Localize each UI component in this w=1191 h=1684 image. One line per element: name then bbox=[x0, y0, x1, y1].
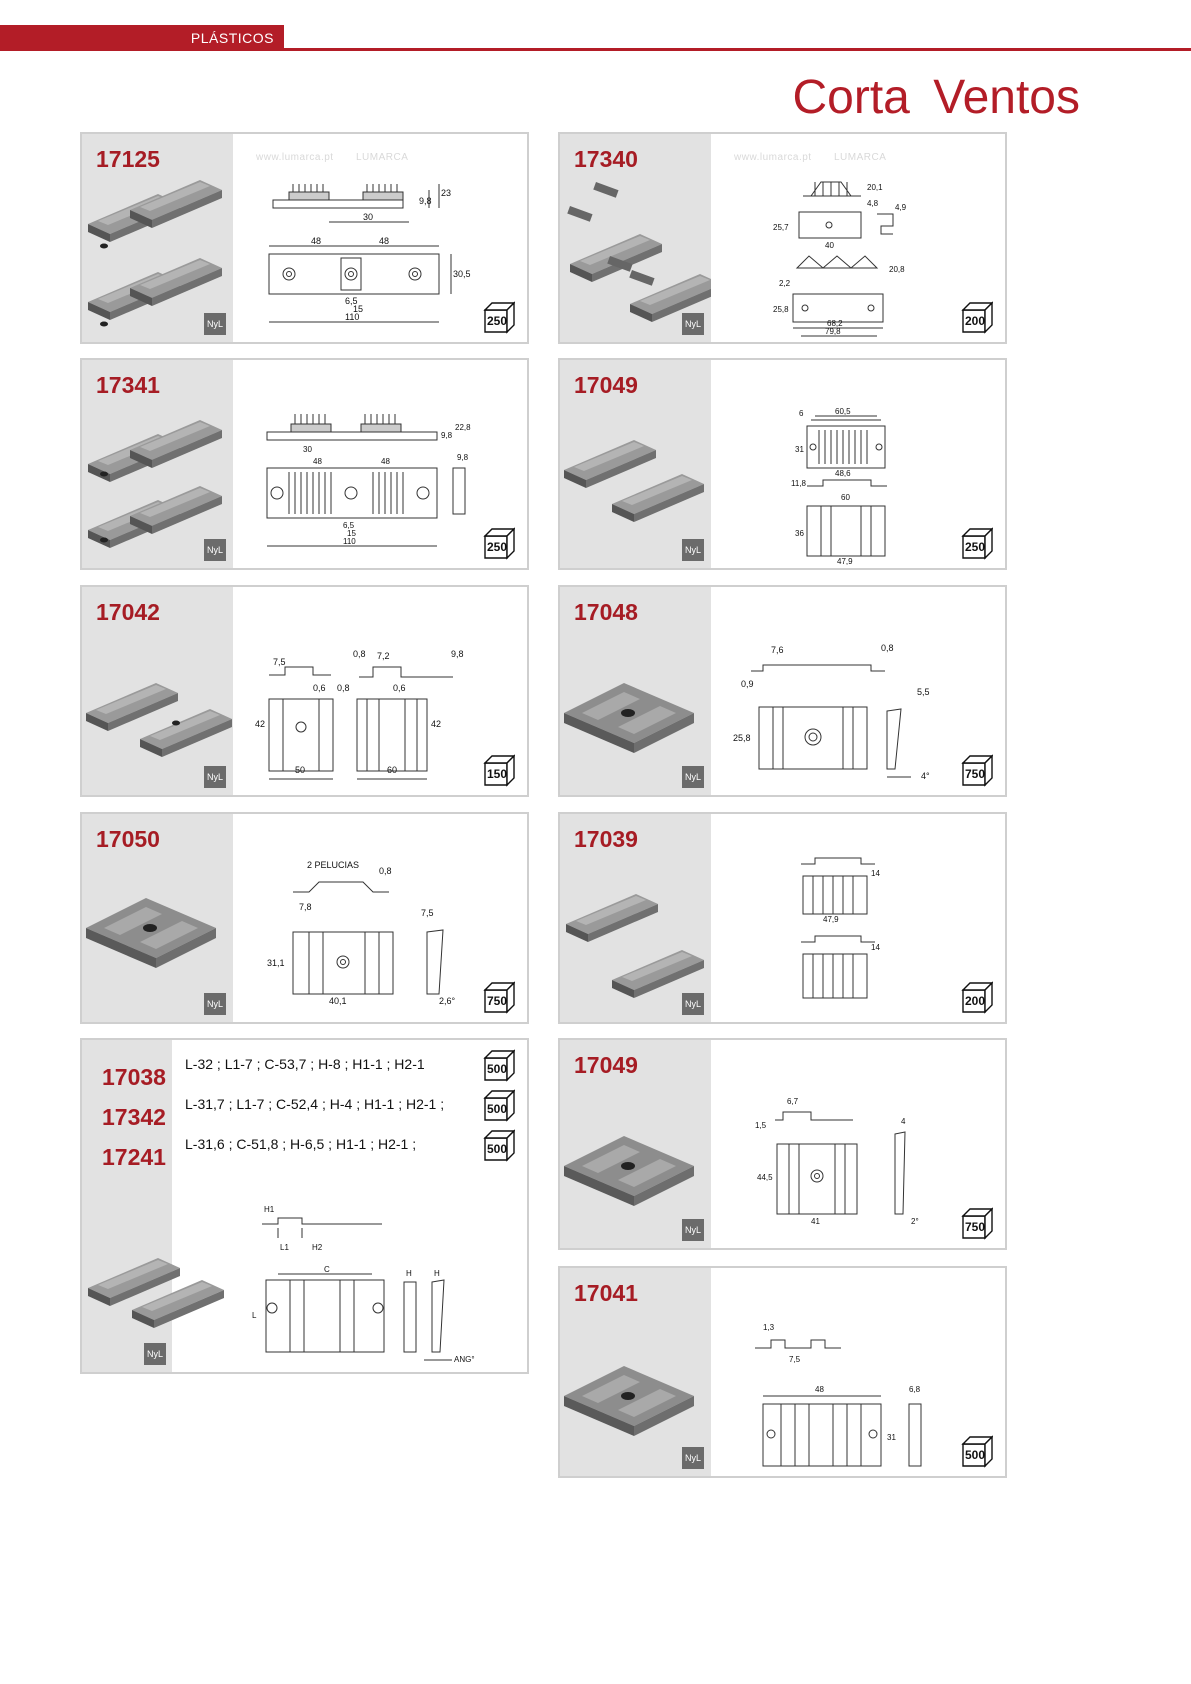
dimension-label: 44,5 bbox=[757, 1173, 773, 1182]
dimension-label: 42 bbox=[255, 719, 266, 729]
dimension-label: 25,8 bbox=[773, 305, 789, 314]
material-badge: NyL bbox=[204, 539, 226, 561]
dimension-label: 48 bbox=[313, 457, 322, 466]
quantity-value: 200 bbox=[964, 994, 986, 1008]
product-card-17340[interactable] bbox=[558, 132, 1007, 344]
dimension-label: 48 bbox=[379, 236, 390, 246]
dimension-label: 0,8 bbox=[379, 866, 392, 876]
product-card-17049-b[interactable] bbox=[558, 1038, 1007, 1250]
spec-text: L-31,7 ; L1-7 ; C-52,4 ; H-4 ; H1-1 ; H2-1 ; bbox=[185, 1096, 445, 1112]
dimension-label: 60,5 bbox=[835, 407, 851, 416]
quantity-value: 500 bbox=[964, 1448, 986, 1462]
material-badge: NyL bbox=[144, 1343, 166, 1365]
spec-text: L-31,6 ; C-51,8 ; H-6,5 ; H1-1 ; H2-1 ; bbox=[185, 1136, 417, 1152]
dimension-label: C bbox=[324, 1265, 330, 1274]
dimension-label: 0,6 bbox=[313, 683, 326, 693]
dimension-label: 9,8 bbox=[441, 431, 453, 440]
dimension-label: 48 bbox=[311, 236, 322, 246]
dimension-label: 31 bbox=[795, 445, 804, 454]
product-card-17041[interactable] bbox=[558, 1266, 1007, 1478]
material-badge: NyL bbox=[682, 313, 704, 335]
quantity-badge bbox=[961, 300, 993, 334]
product-code: 17050 bbox=[96, 826, 160, 852]
dimension-label: 30,5 bbox=[453, 269, 471, 279]
dimension-label: 110 bbox=[345, 312, 360, 322]
dimension-label: 15 bbox=[347, 529, 356, 538]
dimension-label: 9,8 bbox=[457, 453, 469, 462]
dimension-label: 4,9 bbox=[895, 203, 907, 212]
quantity-value: 750 bbox=[964, 1220, 986, 1234]
quantity-value: 750 bbox=[964, 767, 986, 781]
material-badge: NyL bbox=[682, 1219, 704, 1241]
dimension-label: H bbox=[406, 1269, 412, 1278]
section-label: PLÁSTICOS bbox=[190, 30, 274, 46]
dimension-label: 2,6° bbox=[439, 996, 456, 1006]
dimension-label: 6,5 bbox=[345, 296, 358, 306]
dimension-label: 2,2 bbox=[779, 279, 791, 288]
dimension-label: 68,2 bbox=[827, 319, 843, 328]
quantity-value: 250 bbox=[486, 314, 508, 328]
dimension-label: 9,8 bbox=[419, 196, 432, 206]
quantity-badge bbox=[961, 1206, 993, 1240]
product-code: 17342 bbox=[102, 1104, 166, 1130]
material-badge: NyL bbox=[682, 993, 704, 1015]
dimension-label: 0,6 bbox=[393, 683, 406, 693]
dimension-label: L1 bbox=[280, 1243, 289, 1252]
dimension-label: 48 bbox=[815, 1385, 824, 1394]
spec-text: L-32 ; L1-7 ; C-53,7 ; H-8 ; H1-1 ; H2-1 bbox=[185, 1056, 425, 1072]
dimension-label: 15 bbox=[353, 304, 364, 314]
dimension-label: 6,5 bbox=[343, 521, 355, 530]
dimension-label: H bbox=[434, 1269, 440, 1278]
product-code: 17039 bbox=[574, 826, 638, 852]
dimension-label: 1,5 bbox=[755, 1121, 767, 1130]
header-rule bbox=[284, 48, 1191, 51]
dimension-label: H2 bbox=[312, 1243, 323, 1252]
dimension-label: 6,7 bbox=[787, 1097, 799, 1106]
dimension-label: 31 bbox=[887, 1433, 896, 1442]
dimension-label: 2 PELUCIAS bbox=[307, 860, 360, 870]
quantity-badge bbox=[483, 980, 515, 1014]
dimension-label: 41 bbox=[811, 1217, 820, 1226]
product-code: 17049 bbox=[574, 372, 638, 398]
dimension-label: ANG° bbox=[454, 1355, 475, 1364]
quantity-value: 150 bbox=[486, 767, 508, 781]
dimension-label: 0,9 bbox=[741, 679, 754, 689]
dimension-label: 7,5 bbox=[789, 1355, 801, 1364]
dimension-label: 5,5 bbox=[917, 687, 930, 697]
product-code: 17341 bbox=[96, 372, 160, 398]
dimension-label: 7,5 bbox=[273, 657, 286, 667]
dimension-label: 20,1 bbox=[867, 183, 883, 192]
dimension-label: 4 bbox=[901, 1117, 906, 1126]
quantity-value: 250 bbox=[486, 540, 508, 554]
dimension-label: 40,1 bbox=[329, 996, 347, 1006]
product-code: 17340 bbox=[574, 146, 638, 172]
quantity-value: 200 bbox=[964, 314, 986, 328]
dimension-label: H1 bbox=[264, 1205, 275, 1214]
material-badge: NyL bbox=[682, 1447, 704, 1469]
dimension-label: 36 bbox=[795, 529, 804, 538]
dimension-label: 14 bbox=[871, 869, 880, 878]
dimension-label: 4° bbox=[921, 771, 930, 781]
dimension-label: 79,8 bbox=[825, 327, 841, 336]
section-header-bar bbox=[0, 25, 1191, 50]
dimension-label: L bbox=[252, 1311, 257, 1320]
dimension-label: 14 bbox=[871, 943, 880, 952]
dimension-label: 50 bbox=[295, 765, 306, 775]
product-code: 17241 bbox=[102, 1144, 166, 1170]
dimension-label: 31,1 bbox=[267, 958, 285, 968]
product-card-17050[interactable] bbox=[80, 812, 529, 1024]
product-card-17125[interactable] bbox=[80, 132, 529, 344]
product-card-17039[interactable] bbox=[558, 812, 1007, 1024]
dimension-label: 9,8 bbox=[451, 649, 464, 659]
product-code: 17038 bbox=[102, 1064, 166, 1090]
dimension-label: 25,8 bbox=[733, 733, 751, 743]
dimension-label: 48,6 bbox=[835, 469, 851, 478]
product-card-17049[interactable] bbox=[558, 358, 1007, 570]
dimension-label: 11,8 bbox=[791, 479, 806, 488]
dimension-label: 60 bbox=[841, 493, 850, 502]
watermark: www.lumarca.pt bbox=[256, 152, 334, 163]
dimension-label: 30 bbox=[303, 445, 312, 454]
dimension-label: 48 bbox=[381, 457, 390, 466]
dimension-label: 25,7 bbox=[773, 223, 789, 232]
dimension-label: 30 bbox=[363, 212, 374, 222]
quantity-value: 500 bbox=[486, 1062, 508, 1076]
quantity-badge bbox=[483, 300, 515, 334]
material-badge: NyL bbox=[204, 313, 226, 335]
quantity-value: 250 bbox=[964, 540, 986, 554]
dimension-label: 40 bbox=[825, 241, 834, 250]
quantity-badge bbox=[483, 753, 515, 787]
quantity-value: 500 bbox=[486, 1142, 508, 1156]
quantity-value: 500 bbox=[486, 1102, 508, 1116]
dimension-label: 60 bbox=[387, 765, 398, 775]
dimension-label: 7,2 bbox=[377, 651, 390, 661]
dimension-label: 2° bbox=[911, 1217, 919, 1226]
quantity-badge bbox=[961, 980, 993, 1014]
product-code: 17048 bbox=[574, 599, 638, 625]
product-code: 17041 bbox=[574, 1280, 638, 1306]
dimension-label: 42 bbox=[431, 719, 442, 729]
material-badge: NyL bbox=[682, 539, 704, 561]
dimension-label: 23 bbox=[441, 188, 452, 198]
dimension-label: 22,8 bbox=[455, 423, 471, 432]
product-card-combined[interactable] bbox=[80, 1038, 529, 1374]
product-code: 17049 bbox=[574, 1052, 638, 1078]
product-card-17048[interactable] bbox=[558, 585, 1007, 797]
dimension-label: 20,8 bbox=[889, 265, 905, 274]
dimension-label: 7,5 bbox=[421, 908, 434, 918]
dimension-label: 1,3 bbox=[763, 1323, 775, 1332]
material-badge: NyL bbox=[204, 993, 226, 1015]
section-tab bbox=[0, 25, 284, 51]
dimension-label: 0,8 bbox=[353, 649, 366, 659]
watermark: LUMARCA bbox=[834, 152, 887, 163]
page-title: Corta Ventos bbox=[792, 71, 1080, 124]
technical-drawing bbox=[232, 1040, 522, 1372]
dimension-label: 110 bbox=[343, 537, 356, 546]
dimension-label: 0,8 bbox=[881, 643, 894, 653]
quantity-badge bbox=[483, 526, 515, 560]
quantity-value: 750 bbox=[486, 994, 508, 1008]
dimension-label: 7,6 bbox=[771, 645, 784, 655]
watermark: LUMARCA bbox=[356, 152, 409, 163]
product-code: 17125 bbox=[96, 146, 160, 172]
quantity-badge bbox=[961, 753, 993, 787]
product-card-17042[interactable] bbox=[80, 585, 529, 797]
product-code: 17042 bbox=[96, 599, 160, 625]
dimension-label: 47,9 bbox=[823, 915, 839, 924]
quantity-badge bbox=[961, 1434, 993, 1468]
dimension-label: 6 bbox=[799, 409, 804, 418]
dimension-label: 0,8 bbox=[337, 683, 350, 693]
watermark: www.lumarca.pt bbox=[734, 152, 812, 163]
dimension-label: 7,8 bbox=[299, 902, 312, 912]
dimension-label: 6,8 bbox=[909, 1385, 921, 1394]
product-card-17341[interactable] bbox=[80, 358, 529, 570]
material-badge: NyL bbox=[682, 766, 704, 788]
material-badge: NyL bbox=[204, 766, 226, 788]
quantity-badge bbox=[961, 526, 993, 560]
dimension-label: 4,8 bbox=[867, 199, 879, 208]
dimension-label: 47,9 bbox=[837, 557, 853, 566]
